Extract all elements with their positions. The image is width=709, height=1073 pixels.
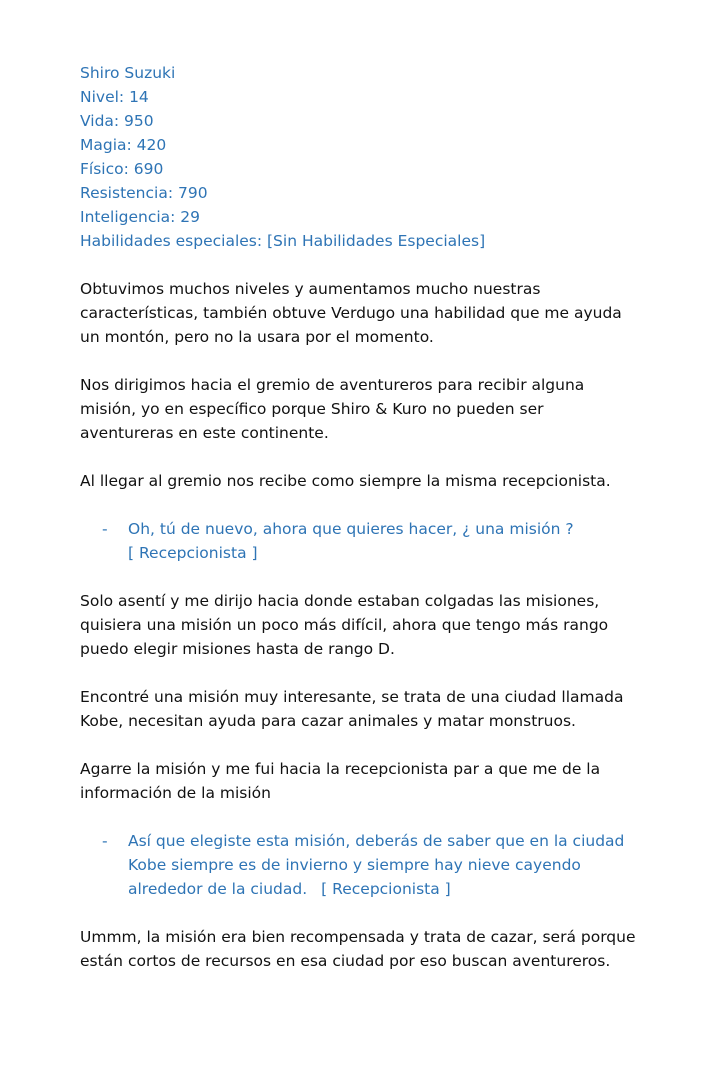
stat-level: Nivel: 14 — [80, 88, 149, 106]
document-page — [80, 61, 640, 997]
stat-life: Vida: 950 — [80, 112, 154, 130]
dialogue-line-with-speaker — [128, 829, 640, 901]
paragraph-arrival: Al llegar al gremio nos recibe como siempre la misma recepcionista. — [80, 472, 611, 490]
dialogue-line: Oh, tú de nuevo, ahora que quieres hacer, ¿ una misión ? — [128, 520, 574, 538]
dialogue-line: Así que elegiste esta misión, deberás de saber que en la ciudad Kobe siempre es de invierno y siempre hay nieve cayendo alrededor de la ciudad. — [128, 832, 625, 898]
stat-special-skills: Habilidades especiales: [Sin Habilidades Especiales] — [80, 232, 486, 250]
dialogue-receptionist-2 — [80, 829, 640, 901]
paragraph-guild-trip: Nos dirigimos hacia el gremio de aventureros para recibir alguna misión, yo en específico porque Shiro & Kuro no pueden ser aventureras en este continente. — [80, 376, 585, 442]
paragraph-reward: Ummm, la misión era bien recompensada y trata de cazar, será porque están cortos de recursos en esa ciudad por eso buscan aventureros. — [80, 928, 636, 970]
stat-magic: Magia: 420 — [80, 136, 167, 154]
dialogue-dash: - — [102, 520, 108, 538]
dialogue-receptionist-1 — [80, 517, 640, 565]
stat-physical: Físico: 690 — [80, 160, 164, 178]
stat-intelligence: Inteligencia: 29 — [80, 208, 201, 226]
dialogue-dash: - — [102, 832, 108, 850]
dialogue-speaker: [ Recepcionista ] — [321, 880, 451, 898]
character-stats-block — [80, 61, 640, 253]
paragraph-levels: Obtuvimos muchos niveles y aumentamos mucho nuestras características, también obtuve Verdugo una habilidad que me ayuda un montón, pero no la usara por el momento. — [80, 280, 622, 346]
paragraph-missions-board: Solo asentí y me dirijo hacia donde estaban colgadas las misiones, quisiera una misión un poco más difícil, ahora que tengo más rango puedo elegir misiones hasta de rango D. — [80, 592, 609, 658]
paragraph-kobe-mission: Encontré una misión muy interesante, se trata de una ciudad llamada Kobe, necesitan ayuda para cazar animales y matar monstruos. — [80, 688, 624, 730]
stat-resistance: Resistencia: 790 — [80, 184, 208, 202]
dialogue-speaker: [ Recepcionista ] — [128, 544, 258, 562]
paragraph-take-mission: Agarre la misión y me fui hacia la recepcionista par a que me de la información de la misión — [80, 760, 601, 802]
character-name: Shiro Suzuki — [80, 64, 176, 82]
